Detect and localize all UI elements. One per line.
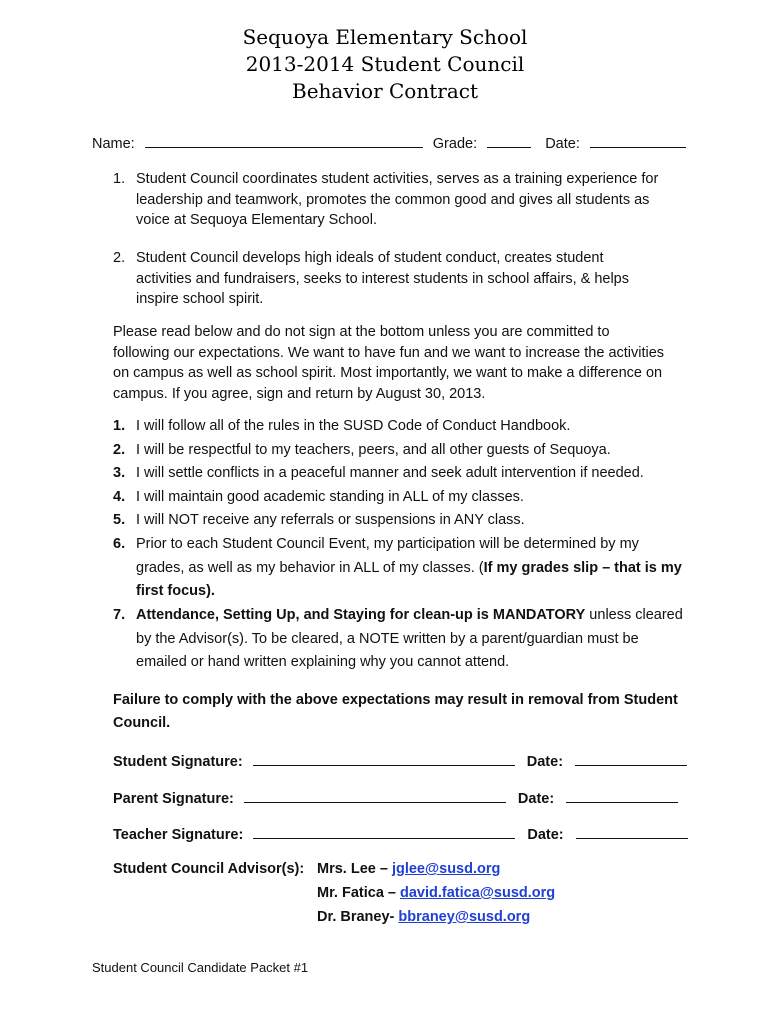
rule-number: 2. bbox=[113, 441, 126, 458]
rule-bold-part: Attendance, Setting Up, and Staying for clean-up is MANDATORY bbox=[136, 607, 586, 623]
date-field-line[interactable] bbox=[590, 132, 686, 148]
parent-signature-label: Parent Signature: bbox=[113, 791, 234, 807]
rule-text-part: unless cleared by the Advisor(s). To be cleared, a NOTE written by a parent/guardian must be emailed or hand written explaining why you cannot attend. bbox=[136, 607, 683, 670]
school-name-heading: Sequoya Elementary School bbox=[242, 25, 528, 49]
rule-text: I will follow all of the rules in the SUSD Code of Conduct Handbook. bbox=[136, 418, 571, 434]
date-label: Date: bbox=[545, 136, 580, 152]
rule-number: 4. bbox=[113, 488, 126, 505]
intro-item-text: Student Council coordinates student activities, serves as a training experience for leadership and teamwork, promotes the common good and gives all students as voice at Sequoya Elementary School. bbox=[136, 171, 659, 228]
advisor-entry bbox=[317, 859, 500, 879]
grade-label: Grade: bbox=[432, 136, 478, 152]
advisor-name: Mrs. Lee – bbox=[317, 861, 392, 877]
student-signature-line[interactable] bbox=[253, 750, 515, 766]
advisor-entry bbox=[317, 883, 555, 903]
rule-number: 5. bbox=[113, 512, 126, 528]
parent-signature-line[interactable] bbox=[244, 787, 506, 803]
contract-title-heading: Behavior Contract bbox=[292, 79, 478, 103]
grade-field-line[interactable] bbox=[487, 132, 531, 148]
advisor-name: Mr. Fatica – bbox=[317, 885, 401, 901]
advisors-label: Student Council Advisor(s): bbox=[113, 861, 305, 877]
intro-item-text: Student Council develops high ideals of student conduct, creates student activities and fundraisers, seeks to interest students in school affairs, & helps inspire school spirit. bbox=[136, 250, 629, 307]
rule-number: 1. bbox=[113, 418, 126, 434]
parent-date-line[interactable] bbox=[566, 787, 678, 803]
student-signature-row bbox=[113, 750, 687, 772]
rule-text-with-bold-head bbox=[136, 604, 684, 675]
rule-text: I will be respectful to my teachers, peers, and all other guests of Sequoya. bbox=[136, 441, 611, 458]
advisor-email-link[interactable]: bbraney@susd.org bbox=[398, 909, 531, 925]
teacher-date-label: Date: bbox=[527, 827, 564, 843]
student-date-label: Date: bbox=[526, 754, 564, 770]
advisor-name: Dr. Braney- bbox=[317, 909, 399, 925]
student-date-line[interactable] bbox=[575, 750, 687, 766]
advisor-email-link[interactable]: david.fatica@susd.org bbox=[400, 885, 556, 901]
council-year-heading: 2013-2014 Student Council bbox=[245, 52, 525, 76]
rule-number: 6. bbox=[113, 536, 126, 552]
rule-bold-part: If my grades slip – that is my first focus). bbox=[136, 559, 682, 599]
name-field-line[interactable] bbox=[145, 132, 423, 148]
teacher-signature-line[interactable] bbox=[253, 823, 515, 839]
rule-text: I will NOT receive any referrals or suspensions in ANY class. bbox=[136, 512, 525, 528]
teacher-signature-row bbox=[113, 823, 688, 845]
parent-date-label: Date: bbox=[517, 791, 555, 807]
advisor-entry bbox=[317, 907, 530, 927]
rule-text: I will settle conflicts in a peaceful manner and seek adult intervention if needed. bbox=[136, 465, 644, 481]
intro-item-number: 1. bbox=[113, 171, 126, 187]
page-footer: Student Council Candidate Packet #1 bbox=[92, 960, 309, 975]
teacher-date-line[interactable] bbox=[576, 823, 688, 839]
warning-notice: Failure to comply with the above expectations may result in removal from Student Council. bbox=[113, 692, 678, 731]
parent-signature-row bbox=[113, 787, 678, 809]
teacher-signature-label: Teacher Signature: bbox=[113, 827, 244, 843]
rule-text-part: Prior to each Student Council Event, my participation will be determined by my grades, as well as my behavior in ALL of my classes. ( bbox=[136, 536, 639, 576]
rule-number: 3. bbox=[113, 465, 126, 481]
rule-text-with-bold-tail bbox=[136, 533, 684, 604]
rule-text: I will maintain good academic standing in ALL of my classes. bbox=[136, 488, 524, 505]
name-label: Name: bbox=[92, 136, 135, 152]
rule-number: 7. bbox=[113, 607, 126, 623]
instructions-paragraph: Please read below and do not sign at the bottom unless you are committed to following our expectations. We want to have fun and we want to increase the activities on campus as well as school spirit. Most importantly, we want to make a difference on campus. If you agree, sign and return by August 30, 2013. bbox=[113, 324, 665, 402]
header-fields-row bbox=[92, 132, 686, 155]
advisor-email-link[interactable]: jglee@susd.org bbox=[391, 861, 501, 877]
intro-item-number: 2. bbox=[113, 250, 126, 266]
student-signature-label: Student Signature: bbox=[113, 754, 243, 770]
